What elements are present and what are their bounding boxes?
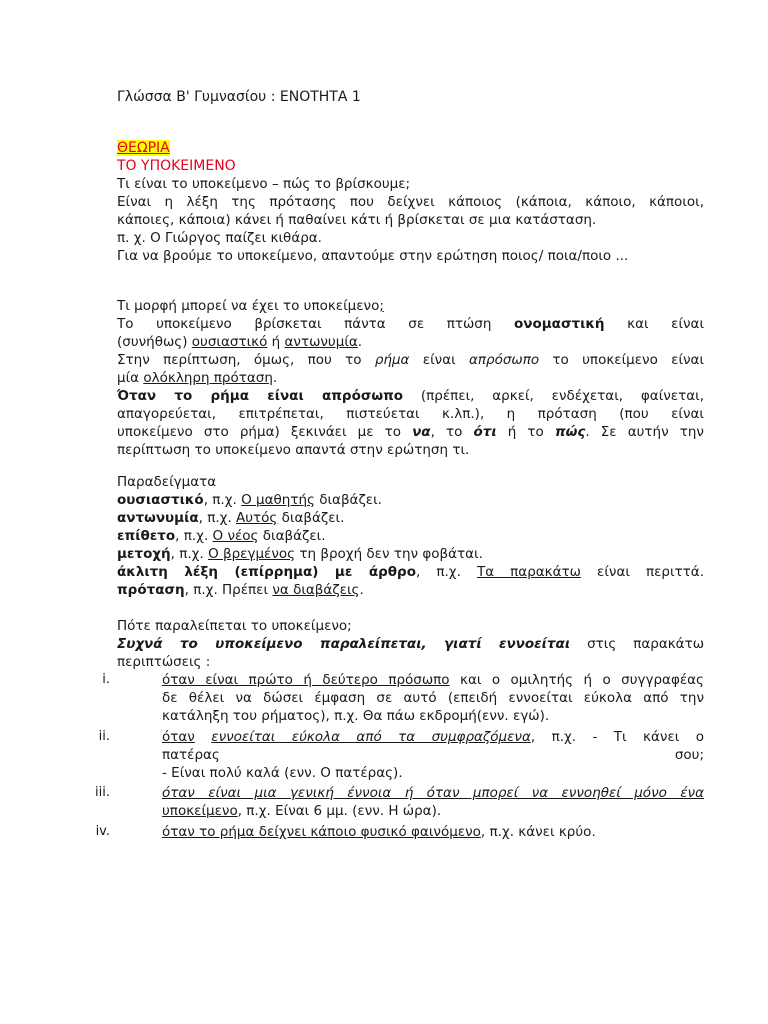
form-l4-b: ολόκληρη πρόταση	[143, 370, 273, 386]
form-l3-d: απρόσωπο	[468, 352, 540, 368]
case-1-underlined: όταν είναι πρώτο ή δεύτερο πρόσωπο	[162, 672, 450, 688]
example-adverb-pre: , π.χ.	[416, 564, 461, 580]
form-question-mark: ;	[379, 298, 384, 314]
form-l3-a: Στην περίπτωση, όμως, που το	[117, 352, 362, 368]
example-participle-post: τη βροχή δεν την φοβάται.	[299, 546, 483, 562]
subject-heading: ΤΟ ΥΠΟΚΕΙΜΕΝΟ	[117, 158, 236, 174]
case-2-line-2	[162, 746, 704, 764]
document-title: Γλώσσα Β' Γυμνασίου : ΕΝΟΤΗΤΑ 1	[117, 89, 361, 105]
form-l2-d: αντωνυμία	[284, 334, 358, 350]
definition-question: Τι είναι το υποκείμενο – πώς το βρίσκουμε;	[117, 176, 411, 192]
case-3-line-2	[162, 802, 704, 820]
form-l2-e: .	[357, 334, 363, 350]
form-l7-g: . Σε αυτήν την	[585, 424, 704, 440]
list-number-1: i.	[102, 672, 110, 687]
case-3-line-1	[162, 784, 704, 802]
theory-label	[117, 139, 704, 157]
omission-intro-line-2: περιπτώσεις :	[117, 654, 211, 670]
example-adverb-subject: Τα παρακάτω	[476, 564, 581, 580]
form-line-3	[117, 351, 704, 369]
form-line-2	[117, 333, 704, 351]
example-pronoun-term: αντωνυμία	[117, 510, 199, 526]
form-l4-c: .	[272, 370, 278, 386]
form-line-4	[117, 369, 704, 387]
form-l7-b: να	[412, 424, 431, 440]
form-l4-a: μία	[117, 370, 140, 386]
form-l3-e: το υποκείμενο είναι	[552, 352, 705, 368]
omission-intro	[117, 635, 704, 653]
case-3-rest: , π.χ. Είναι 6 μμ. (ενν. Η ώρα).	[237, 803, 442, 819]
form-l7-a: υποκείμενο στο ρήμα) ξεκινάει με το	[117, 424, 401, 440]
examples-heading: Παραδείγματα	[117, 474, 217, 490]
form-line-1	[117, 315, 704, 333]
definition-example: π. χ. Ο Γιώργος παίζει κιθάρα.	[117, 230, 322, 246]
case-4-line-1	[162, 823, 704, 841]
example-noun-subject: Ο μαθητής	[241, 492, 315, 508]
theory-label-text: ΘΕΩΡΙΑ	[117, 140, 170, 156]
example-participle-subject: Ο βρεγμένος	[208, 546, 296, 562]
list-number-4: iv.	[95, 824, 110, 839]
example-clause-term: πρόταση	[117, 582, 185, 598]
case-1-rest: και ο ομιλητής ή ο συγγραφέας	[459, 672, 704, 688]
example-noun-pre: , π.χ.	[203, 492, 237, 508]
omission-question: Πότε παραλείπεται το υποκείμενο;	[117, 618, 352, 634]
example-participle	[117, 545, 704, 563]
form-l1-b: ονομαστική	[514, 316, 605, 332]
case-1-line-2: δε θέλει να δώσει έμφαση σε αυτό (επειδή εννοείται εύκολα από την	[162, 690, 704, 706]
example-adjective	[117, 527, 704, 545]
form-line-6: απαγορεύεται, επιτρέπεται, πιστεύεται κ.λπ.), η πρόταση (που είναι	[117, 406, 704, 422]
example-noun-term: ουσιαστικό	[117, 492, 204, 508]
example-clause-subject: να διαβάζεις	[272, 582, 360, 598]
example-pronoun-post: διαβάζει.	[281, 510, 345, 526]
case-1-line-1	[162, 671, 704, 689]
form-line-5	[117, 387, 704, 405]
definition-line-1: Είναι η λέξη της πρότασης που δείχνει κάποιος (κάποια, κάποιο, κάποιοι,	[117, 194, 704, 210]
example-clause-post: .	[359, 582, 364, 598]
form-l5-b: (πρέπει, αρκεί, ενδέχεται, φαίνεται,	[420, 388, 704, 404]
example-adjective-term: επίθετο	[117, 528, 176, 544]
case-3-underlined: όταν είναι μια γενική έννοια ή όταν μπορεί να εννοηθεί μόνο ένα	[162, 785, 704, 801]
list-number-3: iii.	[95, 785, 110, 800]
case-2-rest: , π.χ. - Τι κάνει ο	[530, 729, 704, 745]
case-3-underlined-subject: υποκείμενο	[162, 803, 238, 819]
list-number-2: ii.	[98, 729, 110, 744]
example-pronoun-pre: , π.χ.	[198, 510, 232, 526]
example-adverb-term: άκλιτη λέξη (επίρρημα) με άρθρο	[117, 564, 416, 580]
form-l2-a: (συνήθως)	[117, 334, 188, 350]
form-l1-c: και είναι	[627, 316, 705, 332]
form-l7-c: , το	[430, 424, 463, 440]
case-2-line-3: - Είναι πολύ καλά (ενν. Ο πατέρας).	[162, 765, 403, 781]
case-2-your: σου;	[674, 747, 704, 763]
example-participle-pre: , π.χ.	[170, 546, 204, 562]
form-l3-c: είναι	[422, 352, 456, 368]
case-2-underlined-b: εννοείται εύκολα από τα συμφραζόμενα	[211, 729, 531, 745]
case-4-underlined: όταν το ρήμα δείχνει κάποιο φυσικό φαινόμενο	[162, 824, 481, 840]
example-clause	[117, 581, 704, 599]
form-question	[117, 297, 704, 315]
case-1-line-3: κατάληξη του ρήματος), π.χ. Θα πάω εκδρομή(ενν. εγώ).	[162, 708, 550, 724]
form-l1-a: Το υποκείμενο βρίσκεται πάντα σε πτώση	[117, 316, 492, 332]
example-adjective-post: διαβάζει.	[262, 528, 326, 544]
example-noun-post: διαβάζει.	[319, 492, 382, 508]
example-adjective-subject: Ο νέος	[212, 528, 259, 544]
form-l2-b: ουσιαστικό	[191, 334, 268, 350]
form-line-8: περίπτωση το υποκείμενο απαντά στην ερώτηση τι.	[117, 442, 470, 458]
example-pronoun	[117, 509, 704, 527]
example-adverb-post: είναι περιττά.	[597, 564, 704, 580]
find-rule: Για να βρούμε το υποκείμενο, απαντούμε στην ερώτηση ποιος/ ποια/ποιο ...	[117, 248, 629, 264]
example-pronoun-subject: Αυτός	[236, 510, 278, 526]
form-question-text: Τι μορφή μπορεί να έχει το υποκείμενο	[117, 298, 380, 314]
case-4-rest: , π.χ. κάνει κρύο.	[480, 824, 596, 840]
form-l2-c: ή	[271, 334, 281, 350]
form-l7-f: πώς	[554, 424, 586, 440]
example-adjective-pre: , π.χ.	[175, 528, 209, 544]
case-2-underlined-a: όταν	[162, 729, 195, 745]
form-l7-d: ότι	[473, 424, 497, 440]
form-l5-a: Όταν το ρήμα είναι απρόσωπο	[117, 388, 404, 404]
case-2-father: πατέρας	[162, 747, 220, 763]
definition-line-2: κάποιες, κάποια) κάνει ή παθαίνει κάτι ή βρίσκεται σε μια κατάσταση.	[117, 212, 597, 228]
form-l3-b: ρήμα	[374, 352, 410, 368]
example-clause-pre: , π.χ. Πρέπει	[184, 582, 269, 598]
case-2-line-1	[162, 728, 704, 746]
form-line-7	[117, 423, 704, 441]
omission-intro-rest: στις παρακάτω	[587, 636, 705, 652]
omission-intro-emphasis: Συχνά το υποκείμενο παραλείπεται, γιατί εννοείται	[117, 636, 571, 652]
form-l7-e: ή το	[507, 424, 544, 440]
example-adverb	[117, 563, 704, 581]
example-noun	[117, 491, 704, 509]
example-participle-term: μετοχή	[117, 546, 171, 562]
